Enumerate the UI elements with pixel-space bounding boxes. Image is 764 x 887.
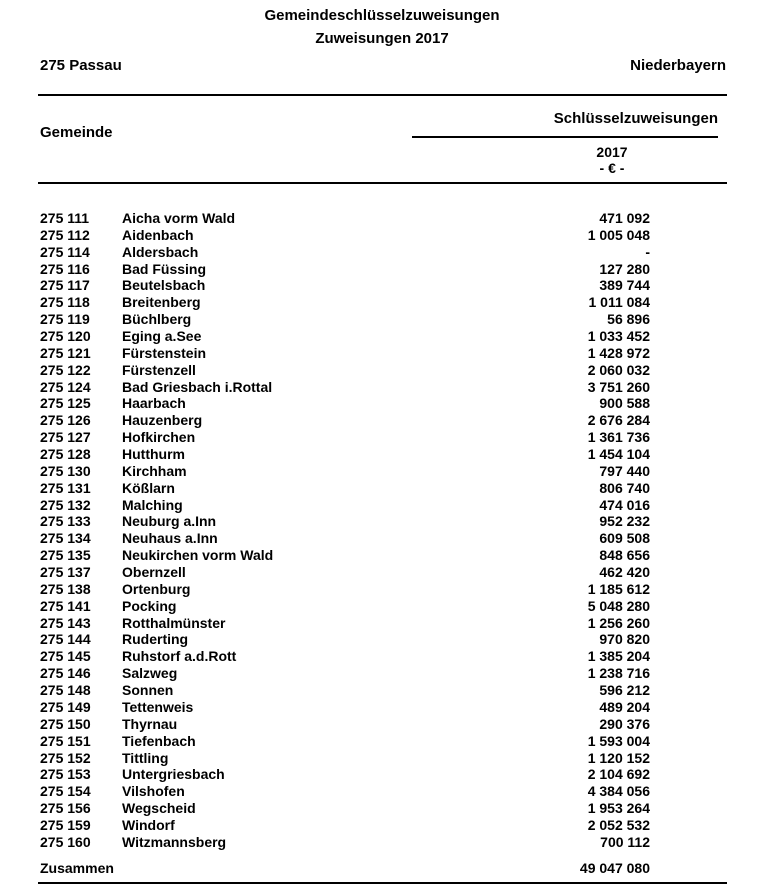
municipality-name: Kirchham [122,462,187,479]
municipality-code: 275 152 [40,749,91,766]
municipality-code: 275 120 [40,328,91,345]
table-row [38,429,726,446]
municipality-name: Haarbach [122,395,186,412]
municipality-code: 275 128 [40,446,91,463]
table-row [38,783,726,800]
allocation-value: 1 256 260 [587,614,650,631]
allocation-value: 1 005 048 [587,226,650,243]
municipality-code: 275 119 [40,311,90,328]
table-row [38,210,726,227]
municipality-name: Aicha vorm Wald [122,210,236,226]
table-row [38,716,726,733]
allocation-value: 1 361 736 [587,429,650,446]
allocation-value: 1 120 152 [587,749,650,766]
municipality-code: 275 132 [40,496,91,513]
municipality-name: Sonnen [122,682,174,699]
municipality-code: 275 156 [40,800,91,817]
municipality-name: Malching [122,496,183,513]
table-row [38,598,726,615]
municipality-table [38,210,726,851]
table-row [38,800,726,817]
municipality-name: Tiefenbach [122,732,196,749]
table-row [38,395,726,412]
table-row [38,530,726,547]
municipality-name: Bad Griesbach i.Rottal [122,378,273,395]
table-row [38,648,726,665]
municipality-code: 275 146 [40,665,91,682]
municipality-name: Ruderting [122,631,189,648]
allocation-value: 1 011 084 [588,294,650,311]
allocation-value: 596 212 [599,682,650,699]
municipality-name: Bad Füssing [122,260,207,277]
allocation-value: 3 751 260 [587,378,650,395]
municipality-name: Tettenweis [122,698,194,715]
allocation-value: 1 033 452 [587,328,650,345]
municipality-code: 275 137 [40,564,91,581]
allocation-value: 489 204 [599,698,650,715]
municipality-name: Witzmannsberg [122,833,227,850]
allocation-value: 56 896 [607,311,650,328]
table-row [38,277,726,294]
allocation-value: 2 052 532 [587,816,650,833]
total-value: 49 047 080 [579,860,650,876]
municipality-code: 275 130 [40,462,91,479]
total-row [38,860,726,877]
municipality-name: Ortenburg [122,580,191,597]
table-row [38,682,726,699]
municipality-name: Tittling [122,749,169,766]
table-row [38,412,726,429]
table-row [38,564,726,581]
document-title: Gemeindeschlüsselzuweisungen [264,7,500,24]
column-unit-label: - € - [599,160,625,176]
municipality-name: Neuburg a.Inn [122,513,217,530]
municipality-code: 275 124 [40,378,91,395]
table-row [38,345,726,362]
municipality-code: 275 125 [40,395,91,412]
municipality-code: 275 160 [40,833,91,850]
allocation-value: 1 385 204 [587,648,650,665]
municipality-name: Salzweg [122,665,178,682]
column-header-gemeinde: Gemeinde [40,124,113,141]
allocation-value: 389 744 [599,277,650,294]
municipality-code: 275 114 [40,243,90,260]
allocation-value: 1 953 264 [587,800,650,817]
table-row [38,766,726,783]
municipality-code: 275 117 [40,277,90,294]
municipality-code: 275 116 [40,260,90,277]
table-row [38,665,726,682]
allocation-value: 1 593 004 [587,732,650,749]
municipality-code: 275 131 [40,479,91,496]
municipality-name: Neuhaus a.Inn [122,530,218,547]
allocation-value: 700 112 [600,833,650,850]
municipality-name: Hofkirchen [122,429,196,446]
municipality-name: Untergriesbach [122,766,225,783]
allocation-value: 848 656 [599,547,650,564]
header-divider [38,182,727,184]
table-row [38,817,726,834]
allocation-value: 1 238 716 [587,665,650,682]
allocation-value: 2 676 284 [587,412,650,429]
table-row [38,581,726,598]
municipality-name: Beutelsbach [122,277,206,294]
municipality-name: Breitenberg [122,294,201,311]
table-row [38,750,726,767]
document-subtitle: Zuweisungen 2017 [315,30,449,47]
allocation-value: 609 508 [599,530,650,547]
municipality-name: Fürstenstein [122,344,207,361]
table-row [38,446,726,463]
municipality-code: 275 143 [40,614,91,631]
total-label: Zusammen [40,860,114,876]
municipality-name: Thyrnau [122,715,178,732]
region-label: Niederbayern [630,57,726,74]
allocation-value: 1 185 612 [587,580,650,597]
district-label: 275 Passau [40,57,122,74]
municipality-code: 275 135 [40,547,91,564]
municipality-code: 275 154 [40,783,91,800]
allocation-value: 290 376 [599,715,650,732]
table-row [38,513,726,530]
municipality-code: 275 118 [40,294,90,311]
allocation-value: 2 060 032 [587,361,650,378]
municipality-name: Pocking [122,597,177,614]
table-row [38,261,726,278]
table-row [38,631,726,648]
table-row [38,699,726,716]
allocation-value: 474 016 [599,496,650,513]
table-row [38,615,726,632]
municipality-code: 275 150 [40,715,91,732]
allocation-value: 1 454 104 [587,446,650,463]
municipality-code: 275 153 [40,766,91,783]
municipality-code: 275 148 [40,682,91,699]
municipality-name: Rotthalmünster [122,614,226,631]
column-year-label: 2017 [596,144,628,160]
municipality-code: 275 127 [40,429,91,446]
allocation-value: 5 048 280 [587,597,650,614]
table-row [38,311,726,328]
municipality-name: Obernzell [122,564,186,581]
municipality-name: Vilshofen [122,783,185,800]
allocation-value: 4 384 056 [587,783,650,800]
column-header-underline [412,136,718,138]
municipality-name: Hauzenberg [122,412,203,429]
municipality-code: 275 126 [40,412,91,429]
table-row [38,227,726,244]
allocation-value: 1 428 972 [587,344,650,361]
table-row [38,733,726,750]
table-row [38,463,726,480]
municipality-name: Hutthurm [122,446,185,463]
municipality-name: Wegscheid [122,800,196,817]
allocation-value: 900 588 [599,395,650,412]
allocation-value: - [645,243,650,260]
table-row [38,328,726,345]
municipality-name: Fürstenzell [122,361,196,378]
municipality-code: 275 138 [40,580,91,597]
table-row [38,294,726,311]
municipality-code: 275 151 [40,732,91,749]
allocation-value: 471 092 [599,210,650,226]
municipality-code: 275 122 [40,361,91,378]
municipality-code: 275 144 [40,631,91,648]
municipality-name: Neukirchen vorm Wald [122,547,274,564]
allocation-value: 797 440 [599,462,650,479]
municipality-name: Kößlarn [122,479,175,496]
municipality-code: 275 112 [40,226,90,243]
allocation-value: 127 280 [599,260,650,277]
municipality-code: 275 111 [40,210,90,226]
allocation-value: 2 104 692 [587,766,650,783]
allocation-value: 952 232 [599,513,650,530]
table-row [38,244,726,261]
municipality-code: 275 133 [40,513,91,530]
municipality-code: 275 121 [40,344,91,361]
municipality-code: 275 134 [40,530,91,547]
municipality-code: 275 141 [40,597,91,614]
municipality-code: 275 149 [40,698,91,715]
bottom-divider [38,882,727,884]
table-row [38,834,726,851]
municipality-name: Aldersbach [122,243,199,260]
municipality-name: Ruhstorf a.d.Rott [122,648,237,665]
municipality-code: 275 159 [40,816,91,833]
column-header-schluesselzuweisungen: Schlüsselzuweisungen [553,110,718,127]
allocation-value: 462 420 [599,564,650,581]
table-row [38,362,726,379]
table-row [38,480,726,497]
municipality-name: Büchlberg [122,311,192,328]
municipality-name: Windorf [122,816,175,833]
table-row [38,547,726,564]
table-row [38,497,726,514]
allocation-value: 806 740 [599,479,650,496]
municipality-code: 275 145 [40,648,91,665]
top-divider [38,94,727,96]
municipality-name: Eging a.See [122,328,202,345]
table-row [38,379,726,396]
allocation-value: 970 820 [599,631,650,648]
municipality-name: Aidenbach [122,226,194,243]
